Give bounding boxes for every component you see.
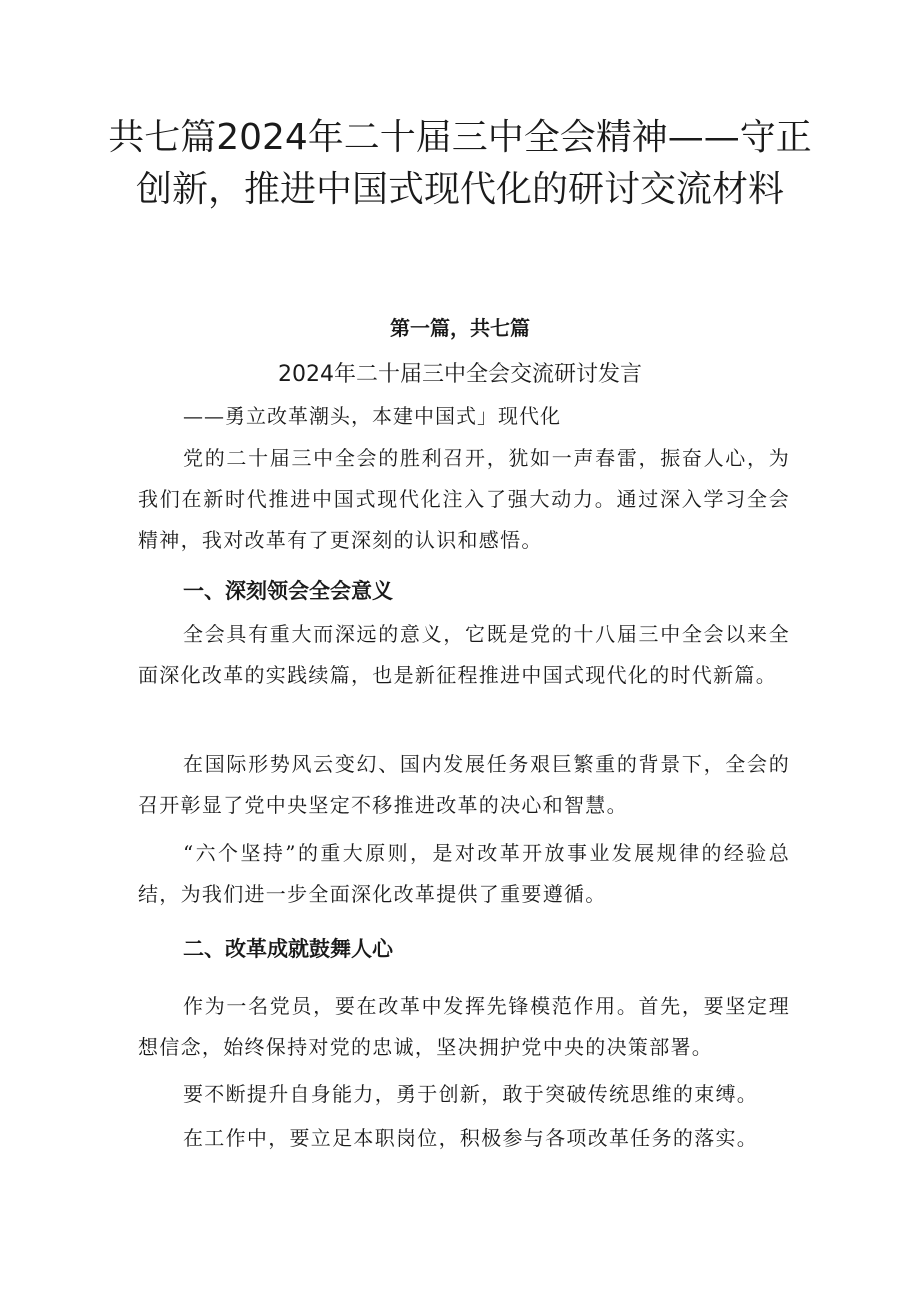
section-1-paragraph-1: 全会具有重大而深远的意义，它既是党的十八届三中全会以来全面深化改革的实践续篇，也是新征程推进中国式现代化的时代新篇。: [138, 622, 790, 687]
section-1-paragraph-3: “六个坚持”的重大原则，是对改革开放事业发展规律的经验总结，为我们进一步全面深化改革提供了重要遵循。: [138, 841, 790, 906]
document-title: 共七篇2024年二十届三中全会精神——守正创新，推进中国式现代化的研讨交流材料: [108, 117, 812, 210]
section-1-heading: 一、深刻领会全会意义: [183, 579, 393, 603]
speech-title: 2024年二十届三中全会交流研讨发言: [278, 362, 642, 387]
section-2-paragraph-2: 要不断提升自身能力，勇于创新，敢于突破传统思维的束缚。: [183, 1082, 759, 1106]
speech-subtitle: ——勇立改革潮头，本建中国式」现代化: [183, 404, 561, 428]
section-2-heading: 二、改革成就鼓舞人心: [183, 937, 393, 961]
intro-paragraph: 党的二十届三中全会的胜利召开，犹如一声春雷，振奋人心，为我们在新时代推进中国式现代化注入了强大动力。通过深入学习全会精神，我对改革有了更深刻的认识和感悟。: [138, 446, 790, 552]
section-1-paragraph-2: 在国际形势风云变幻、国内发展任务艰巨繁重的背景下，全会的召开彰显了党中央坚定不移推进改革的决心和智慧。: [138, 752, 790, 817]
part-heading: 第一篇，共七篇: [390, 316, 530, 340]
section-2-paragraph-3: 在工作中，要立足本职岗位，积极参与各项改革任务的落实。: [183, 1126, 759, 1150]
section-2-paragraph-1: 作为一名党员，要在改革中发挥先锋模范作用。首先，要坚定理想信念，始终保持对党的忠诚，坚决拥护党中央的决策部署。: [138, 994, 790, 1059]
